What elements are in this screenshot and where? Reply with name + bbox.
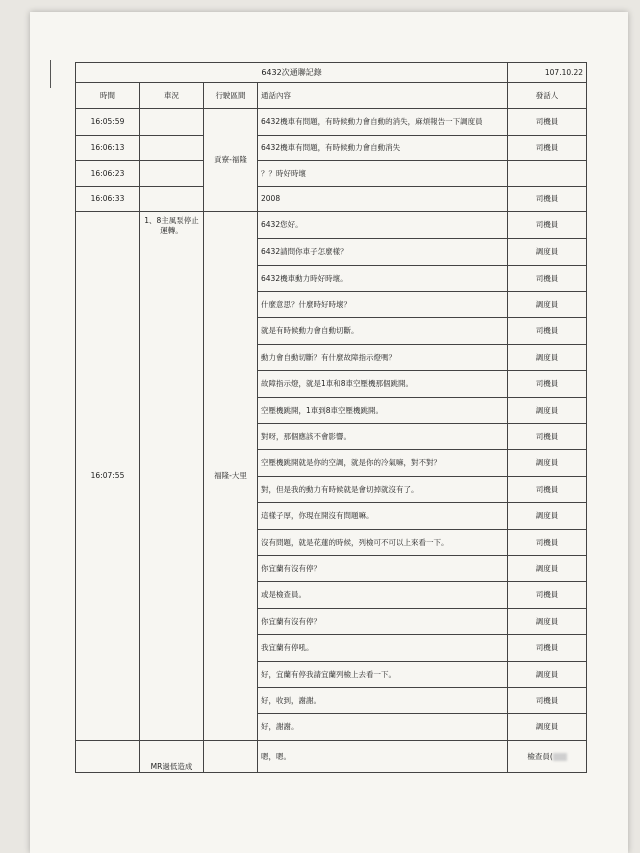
time-cell: 16:05:59 (76, 109, 140, 136)
section-cell: 貢寮-福隆 (204, 109, 258, 212)
content-cell: 故障指示燈，就是1車和8車空壓機那個跳開。 (258, 371, 508, 398)
content-cell: 我宜蘭有停吼。 (258, 635, 508, 662)
speaker-cell: 司機員 (508, 136, 587, 161)
content-cell: 什麼意思？什麼時好時壞？ (258, 292, 508, 318)
time-cell: 16:06:33 (76, 187, 140, 212)
header-section: 行駛區間 (204, 83, 258, 109)
speaker-cell: 司機員 (508, 109, 587, 136)
vehicle-cell (140, 136, 204, 161)
content-cell: 6432您好。 (258, 212, 508, 239)
speaker-cell: 司機員 (508, 318, 587, 345)
speaker-cell: 調度員 (508, 239, 587, 266)
time-cell: 16:06:13 (76, 136, 140, 161)
content-cell: 對呀，那個應該不會影響。 (258, 424, 508, 450)
speaker-cell: 調度員 (508, 398, 587, 424)
speaker-cell (508, 741, 587, 773)
speaker-cell: 司機員 (508, 688, 587, 714)
speaker-cell: 調度員 (508, 609, 587, 635)
speaker-cell: 調度員 (508, 345, 587, 371)
vehicle-cell (140, 161, 204, 187)
speaker-cell: 司機員 (508, 424, 587, 450)
content-cell: 空壓機跳開就是你的空調，就是你的冷氣嘛，對不對？ (258, 450, 508, 477)
content-cell: 好，謝謝。 (258, 714, 508, 741)
content-cell: 或是檢查員。 (258, 582, 508, 609)
speaker-cell: 調度員 (508, 450, 587, 477)
content-cell: 你宜蘭有沒有停？ (258, 609, 508, 635)
content-cell: 你宜蘭有沒有停？ (258, 556, 508, 582)
content-cell: 就是有時候動力會自動切斷。 (258, 318, 508, 345)
content-cell: 6432機車動力時好時壞。 (258, 266, 508, 292)
speaker-cell: 司機員 (508, 212, 587, 239)
header-row (76, 83, 587, 109)
title-row (76, 63, 587, 83)
content-cell: ？？時好時壞 (258, 161, 508, 187)
time-cell: 16:06:23 (76, 161, 140, 187)
speaker-cell: 司機員 (508, 582, 587, 609)
table-row (76, 187, 587, 212)
speaker-cell: 調度員 (508, 292, 587, 318)
document-title: 6432次通聯記錄 (76, 63, 508, 83)
header-time: 時間 (76, 83, 140, 109)
speaker-cell: 調度員 (508, 556, 587, 582)
speaker-cell: 司機員 (508, 635, 587, 662)
content-cell: 對，但是我的動力有時候就是會切掉就沒有了。 (258, 477, 508, 503)
document-date: 107.10.22 (508, 63, 587, 83)
content-cell: 6432機車有問題，有時候動力會自動的消失，麻煩報告一下調度員 (258, 109, 508, 136)
time-cell (76, 741, 140, 773)
content-cell: 嗯，嗯。 (258, 741, 508, 773)
speaker-cell: 調度員 (508, 503, 587, 530)
time-cell: 16:07:55 (76, 212, 140, 741)
vehicle-cell (140, 187, 204, 212)
content-cell: 6432機車有問題，有時候動力會自動消失 (258, 136, 508, 161)
margin-mark (50, 60, 51, 88)
content-cell: 6432請問你車子怎麼樣？ (258, 239, 508, 266)
content-cell: 2008 (258, 187, 508, 212)
header-vehicle: 車況 (140, 83, 204, 109)
header-speaker: 發話人 (508, 83, 587, 109)
table-row (76, 212, 587, 239)
speaker-cell: 調度員 (508, 662, 587, 688)
section-cell (204, 741, 258, 773)
content-cell: 好，收到，謝謝。 (258, 688, 508, 714)
speaker-cell: 司機員 (508, 187, 587, 212)
call-log-table (75, 62, 587, 773)
speaker-label: 檢查員( (527, 751, 553, 761)
header-content: 通話內容 (258, 83, 508, 109)
content-cell: 動力會自動切斷？有什麼故障指示燈嗎？ (258, 345, 508, 371)
table-row (76, 161, 587, 187)
vehicle-state-cell: 1、8主風泵停止運轉。 (140, 212, 204, 741)
speaker-cell: 司機員 (508, 477, 587, 503)
table-row (76, 109, 587, 136)
content-cell: 沒有問題，就是花蓮的時候，列檢可不可以上來看一下。 (258, 530, 508, 556)
speaker-cell (508, 161, 587, 187)
speaker-cell: 司機員 (508, 371, 587, 398)
content-cell: 這樣子厚，你現在開沒有問題嘛。 (258, 503, 508, 530)
redacted-mark (553, 753, 567, 761)
table-row (76, 741, 587, 773)
content-cell: 空壓機跳開，1車到8車空壓機跳開。 (258, 398, 508, 424)
vehicle-state-cell: MR過低造成 (140, 741, 204, 773)
section-cell: 福隆-大里 (204, 212, 258, 741)
speaker-cell: 司機員 (508, 530, 587, 556)
speaker-cell: 調度員 (508, 714, 587, 741)
table-row (76, 136, 587, 161)
speaker-cell: 司機員 (508, 266, 587, 292)
content-cell: 好，宜蘭有停我請宜蘭列檢上去看一下。 (258, 662, 508, 688)
vehicle-cell (140, 109, 204, 136)
